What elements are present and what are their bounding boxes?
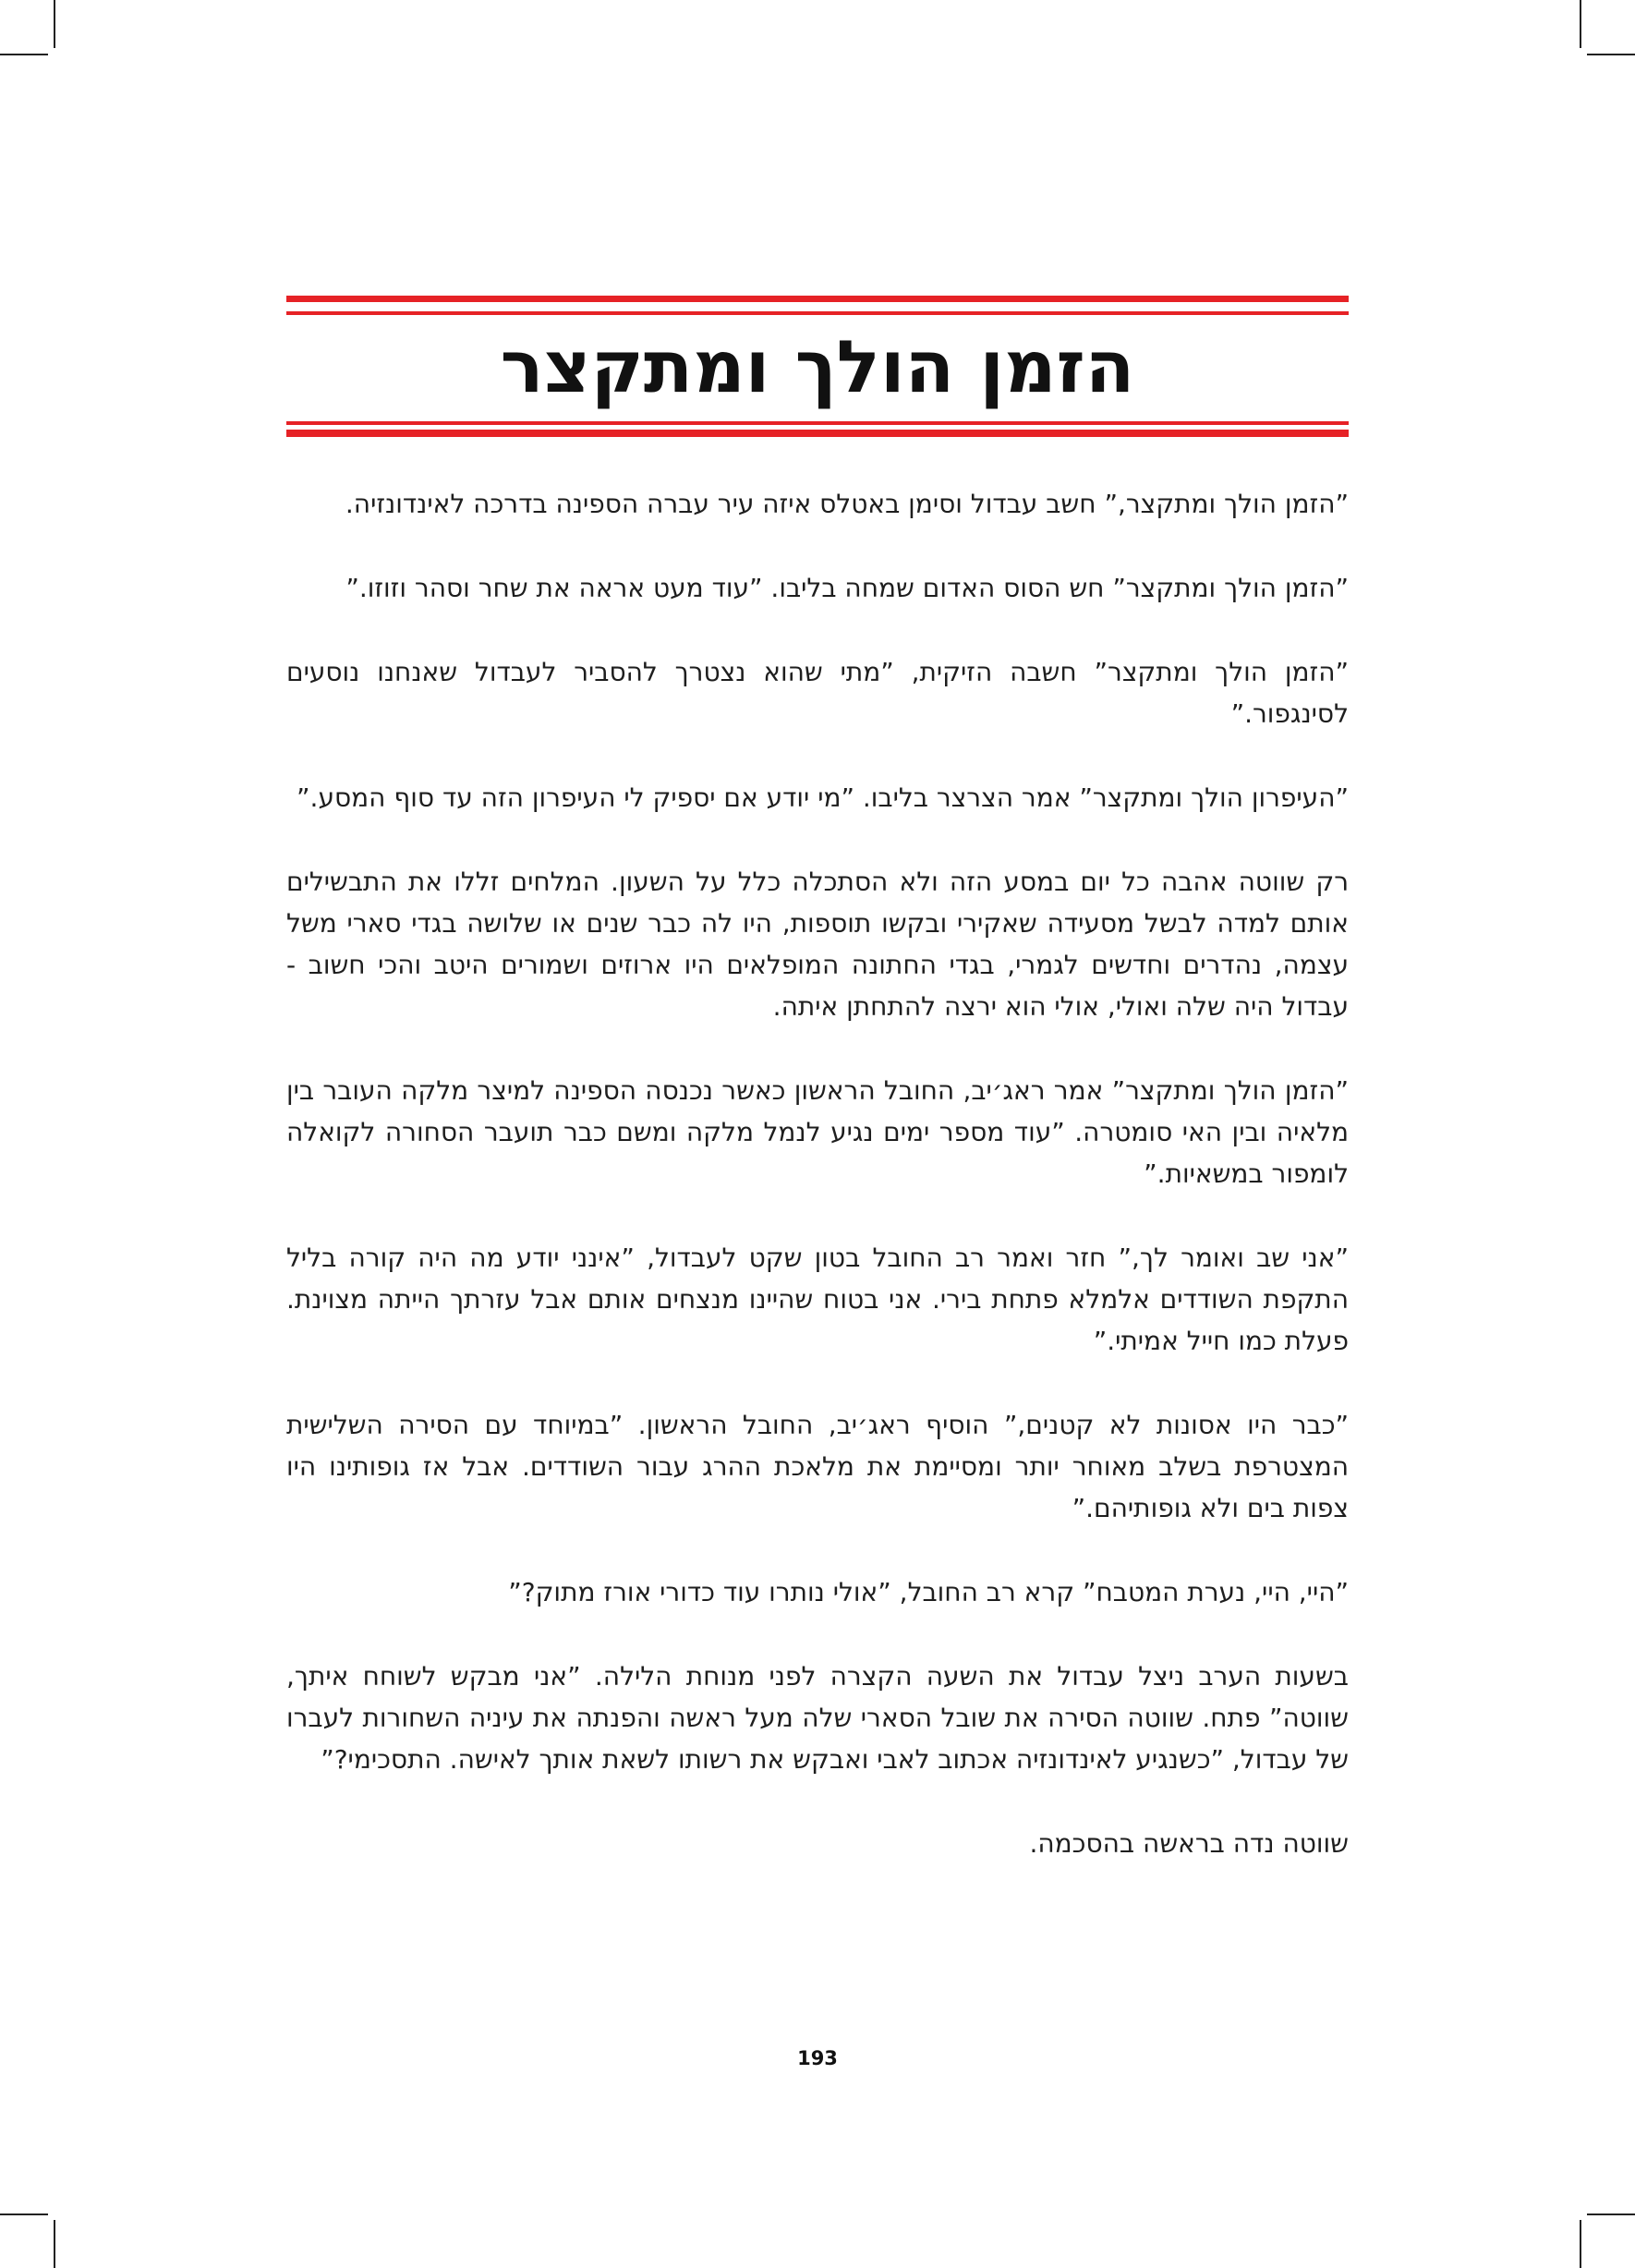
crop-mark-top-left-horizontal: [0, 54, 48, 55]
title-rule-top-thin: [286, 311, 1349, 315]
crop-mark-bottom-left-horizontal: [0, 2213, 48, 2215]
crop-mark-bottom-right-vertical: [1580, 2220, 1581, 2268]
title-rule-bottom-thick: [286, 430, 1349, 437]
paragraph: ”הזמן הולך ומתקצר” חשבה הזיקית, ”מתי שהוא נצטרך להסביר לעבדול שאנחנו נוסעים לסינגפור.”: [286, 657, 1349, 729]
paragraph: ”אני שב ואומר לך,” חזר ואמר רב החובל בטון שקט לעבדול, ”אינני יודע מה היה קורה בליל התקפת השודדים אלמלא פתחת בירי. אני בטוח שהיינו מנצחים אותם אבל עזרתך הייתה מצוינת. פעלת כמו חייל אמיתי.”: [286, 1243, 1349, 1356]
page-number: 193: [797, 2047, 838, 2069]
crop-mark-top-right-horizontal: [1587, 54, 1635, 55]
paragraph: בשעות הערב ניצל עבדול את השעה הקצרה לפני מנוחת הלילה. ”אני מבקש לשוחח איתך, שווטה” פתח. שווטה הסירה את שובל הסארי שלה מעל ראשה והפנתה את עיניה השחורות לעברו של עבדול, ”כשנגיע לאינדונזיה אכתוב לאבי ואבקש את רשותו לשאת אותך לאישה. התסכימי?”: [286, 1661, 1349, 1775]
paragraph: ”הזמן הולך ומתקצר” אמר ראג׳יב, החובל הראשון כאשר נכנסה הספינה למיצר מלקה העובר בין מלאיה ובין האי סומטרה. ”עוד מספר ימים נגיע לנמל מלקה ומשם כבר תועבר הסחורה לקואלה לומפור במשאיות.”: [286, 1075, 1349, 1189]
crop-mark-bottom-right-horizontal: [1587, 2213, 1635, 2215]
paragraph: ”הזמן הולך ומתקצר,” חשב עבדול וסימן באטלס איזה עיר עברה הספינה בדרכה לאינדונזיה.: [345, 489, 1349, 519]
paragraph: ”העיפרון הולך ומתקצר” אמר הצרצר בליבו. ”מי יודע אם יספיק לי העיפרון הזה עד סוף המסע.”: [297, 782, 1349, 813]
paragraph: שווטה נדה בראשה בהסכמה.: [1029, 1828, 1349, 1859]
title-rule-bottom-thin: [286, 421, 1349, 425]
chapter-body: [286, 483, 1349, 1907]
chapter-title: הזמן הולך ומתקצר: [500, 326, 1135, 409]
paragraph: ”היי, היי, נערת המטבח” קרא רב החובל, ”אולי נותרו עוד כדורי אורז מתוק?”: [508, 1577, 1349, 1607]
title-rule-top-thick: [286, 296, 1349, 302]
paragraph: רק שווטה אהבה כל יום במסע הזה ולא הסתכלה כלל על השעון. המלחים זללו את התבשילים אותם למדה לבשל מסעידה שאקירי ובקשו תוספות, היו לה כבר שנים או שלושה בגדי סארי משל עצמה, נהדרים וחדשים לגמרי, בגדי החתונה המופלאים היו ארוזים ושמורים היטב והכי חשוב - עבדול היה שלה ואולי, אולי הוא ירצה להתחתן איתה.: [286, 867, 1349, 1022]
crop-mark-top-left-vertical: [54, 0, 55, 48]
paragraph: ”הזמן הולך ומתקצר” חש הסוס האדום שמחה בליבו. ”עוד מעט אראה את שחר וסהר וזוזו.”: [345, 573, 1349, 603]
crop-mark-bottom-left-vertical: [54, 2220, 55, 2268]
chapter-title-block: [286, 296, 1349, 434]
paragraph: ”כבר היו אסונות לא קטנים,” הוסיף ראג׳יב, החובל הראשון. ”במיוחד עם הסירה השלישית המצטרפת בשלב מאוחר יותר ומסיימת את מלאכת ההרג עבור השודדים. אבל אז גופותינו היו צפות בים ולא גופותיהם.”: [286, 1410, 1349, 1523]
crop-mark-top-right-vertical: [1580, 0, 1581, 48]
